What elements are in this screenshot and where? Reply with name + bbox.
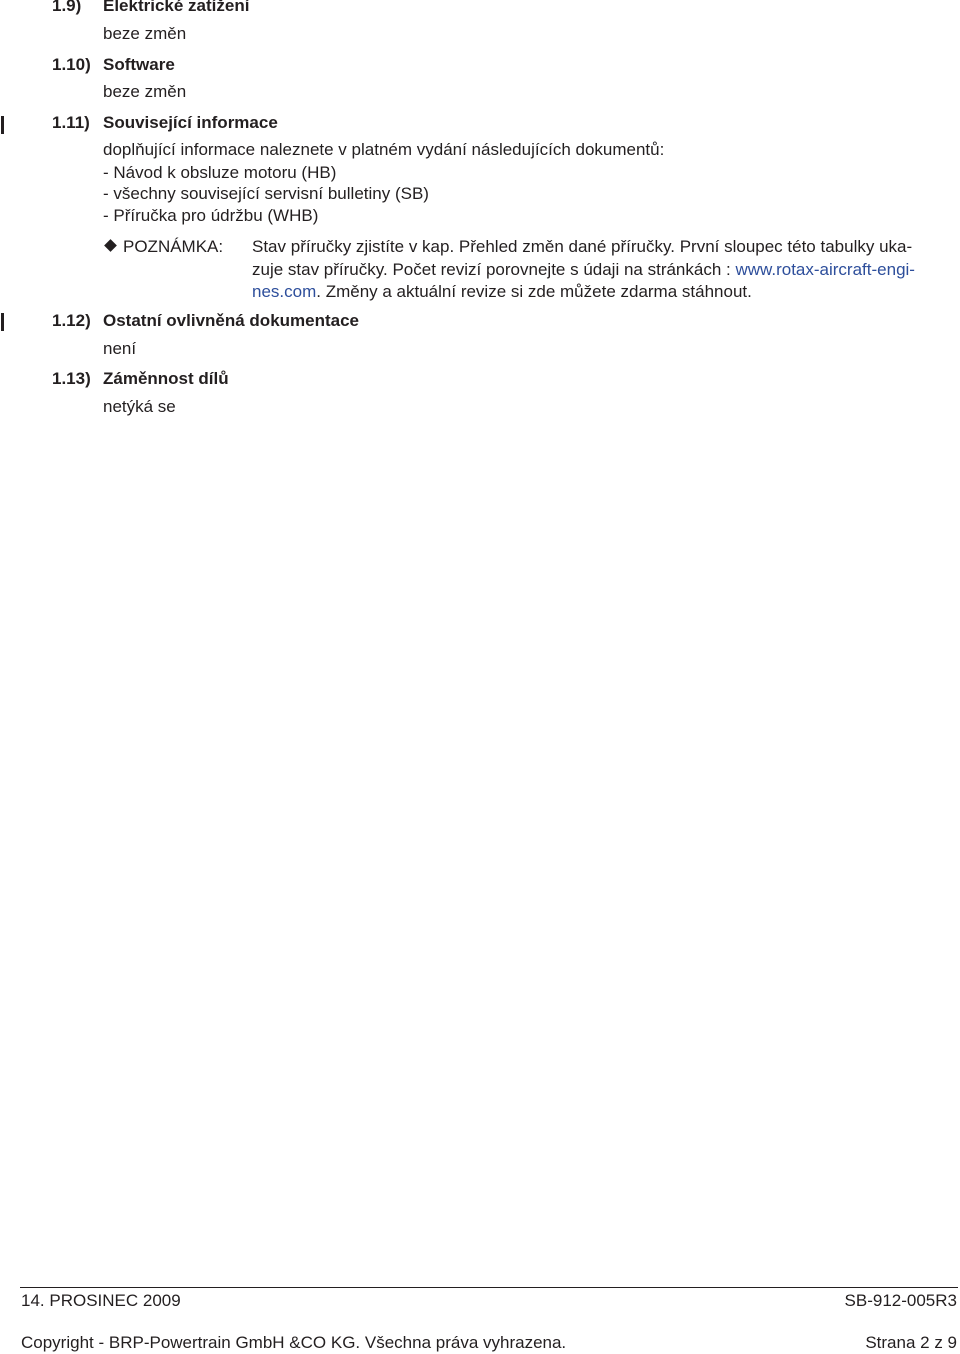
section-1-9-title: Elektrické zatížení [103, 0, 250, 15]
revision-change-bar [1, 313, 4, 331]
list-item: - všechny související servisní bulletiny (SB) [103, 184, 429, 203]
rotax-website-link-continued[interactable]: nes.com [252, 282, 317, 301]
note-text: zuje stav příručky. Počet revizí porovnejte s údaji na stránkách : [252, 260, 736, 279]
section-1-12-number: 1.12) [52, 311, 91, 330]
section-1-11-title: Související informace [103, 113, 278, 132]
note-label: POZNÁMKA: [123, 237, 224, 256]
section-1-11-intro: doplňující informace naleznete v platném vydání následujících dokumentů: [103, 140, 665, 159]
section-1-10-title: Software [103, 55, 175, 74]
footer-divider [20, 1287, 958, 1288]
section-1-9-body: beze změn [103, 24, 187, 43]
section-1-13-body: netýká se [103, 397, 176, 416]
footer-copyright: Copyright - BRP-Powertrain GmbH &CO KG. Všechna práva vyhrazena. [21, 1333, 567, 1352]
list-item: - Návod k obsluze motoru (HB) [103, 163, 337, 182]
section-1-11-number: 1.11) [52, 113, 90, 132]
note-text-line-2 [252, 260, 915, 280]
section-1-12-title: Ostatní ovlivněná dokumentace [103, 311, 360, 330]
rotax-website-link[interactable]: www.rotax-aircraft-engi- [735, 260, 915, 279]
list-item: - Příručka pro údržbu (WHB) [103, 206, 319, 225]
footer-document-id: SB-912-005R3 [844, 1291, 957, 1310]
revision-change-bar [1, 116, 4, 134]
diamond-bullet-icon [104, 239, 117, 252]
section-1-13-number: 1.13) [52, 369, 91, 388]
section-1-13-title: Záměnnost dílů [103, 369, 229, 388]
footer-date: 14. PROSINEC 2009 [21, 1291, 181, 1310]
section-1-12-body: není [103, 339, 137, 358]
section-1-10-body: beze změn [103, 82, 187, 101]
section-1-10-number: 1.10) [52, 55, 91, 74]
note-text-line-3 [252, 282, 752, 302]
note-text-line-1: Stav příručky zjistíte v kap. Přehled změn dané příručky. První sloupec této tabulky uka- [252, 237, 913, 256]
footer-page-number: Strana 2 z 9 [865, 1333, 957, 1352]
note-text: . Změny a aktuální revize si zde můžete zdarma stáhnout. [316, 282, 752, 301]
section-1-9-number: 1.9) [52, 0, 82, 15]
